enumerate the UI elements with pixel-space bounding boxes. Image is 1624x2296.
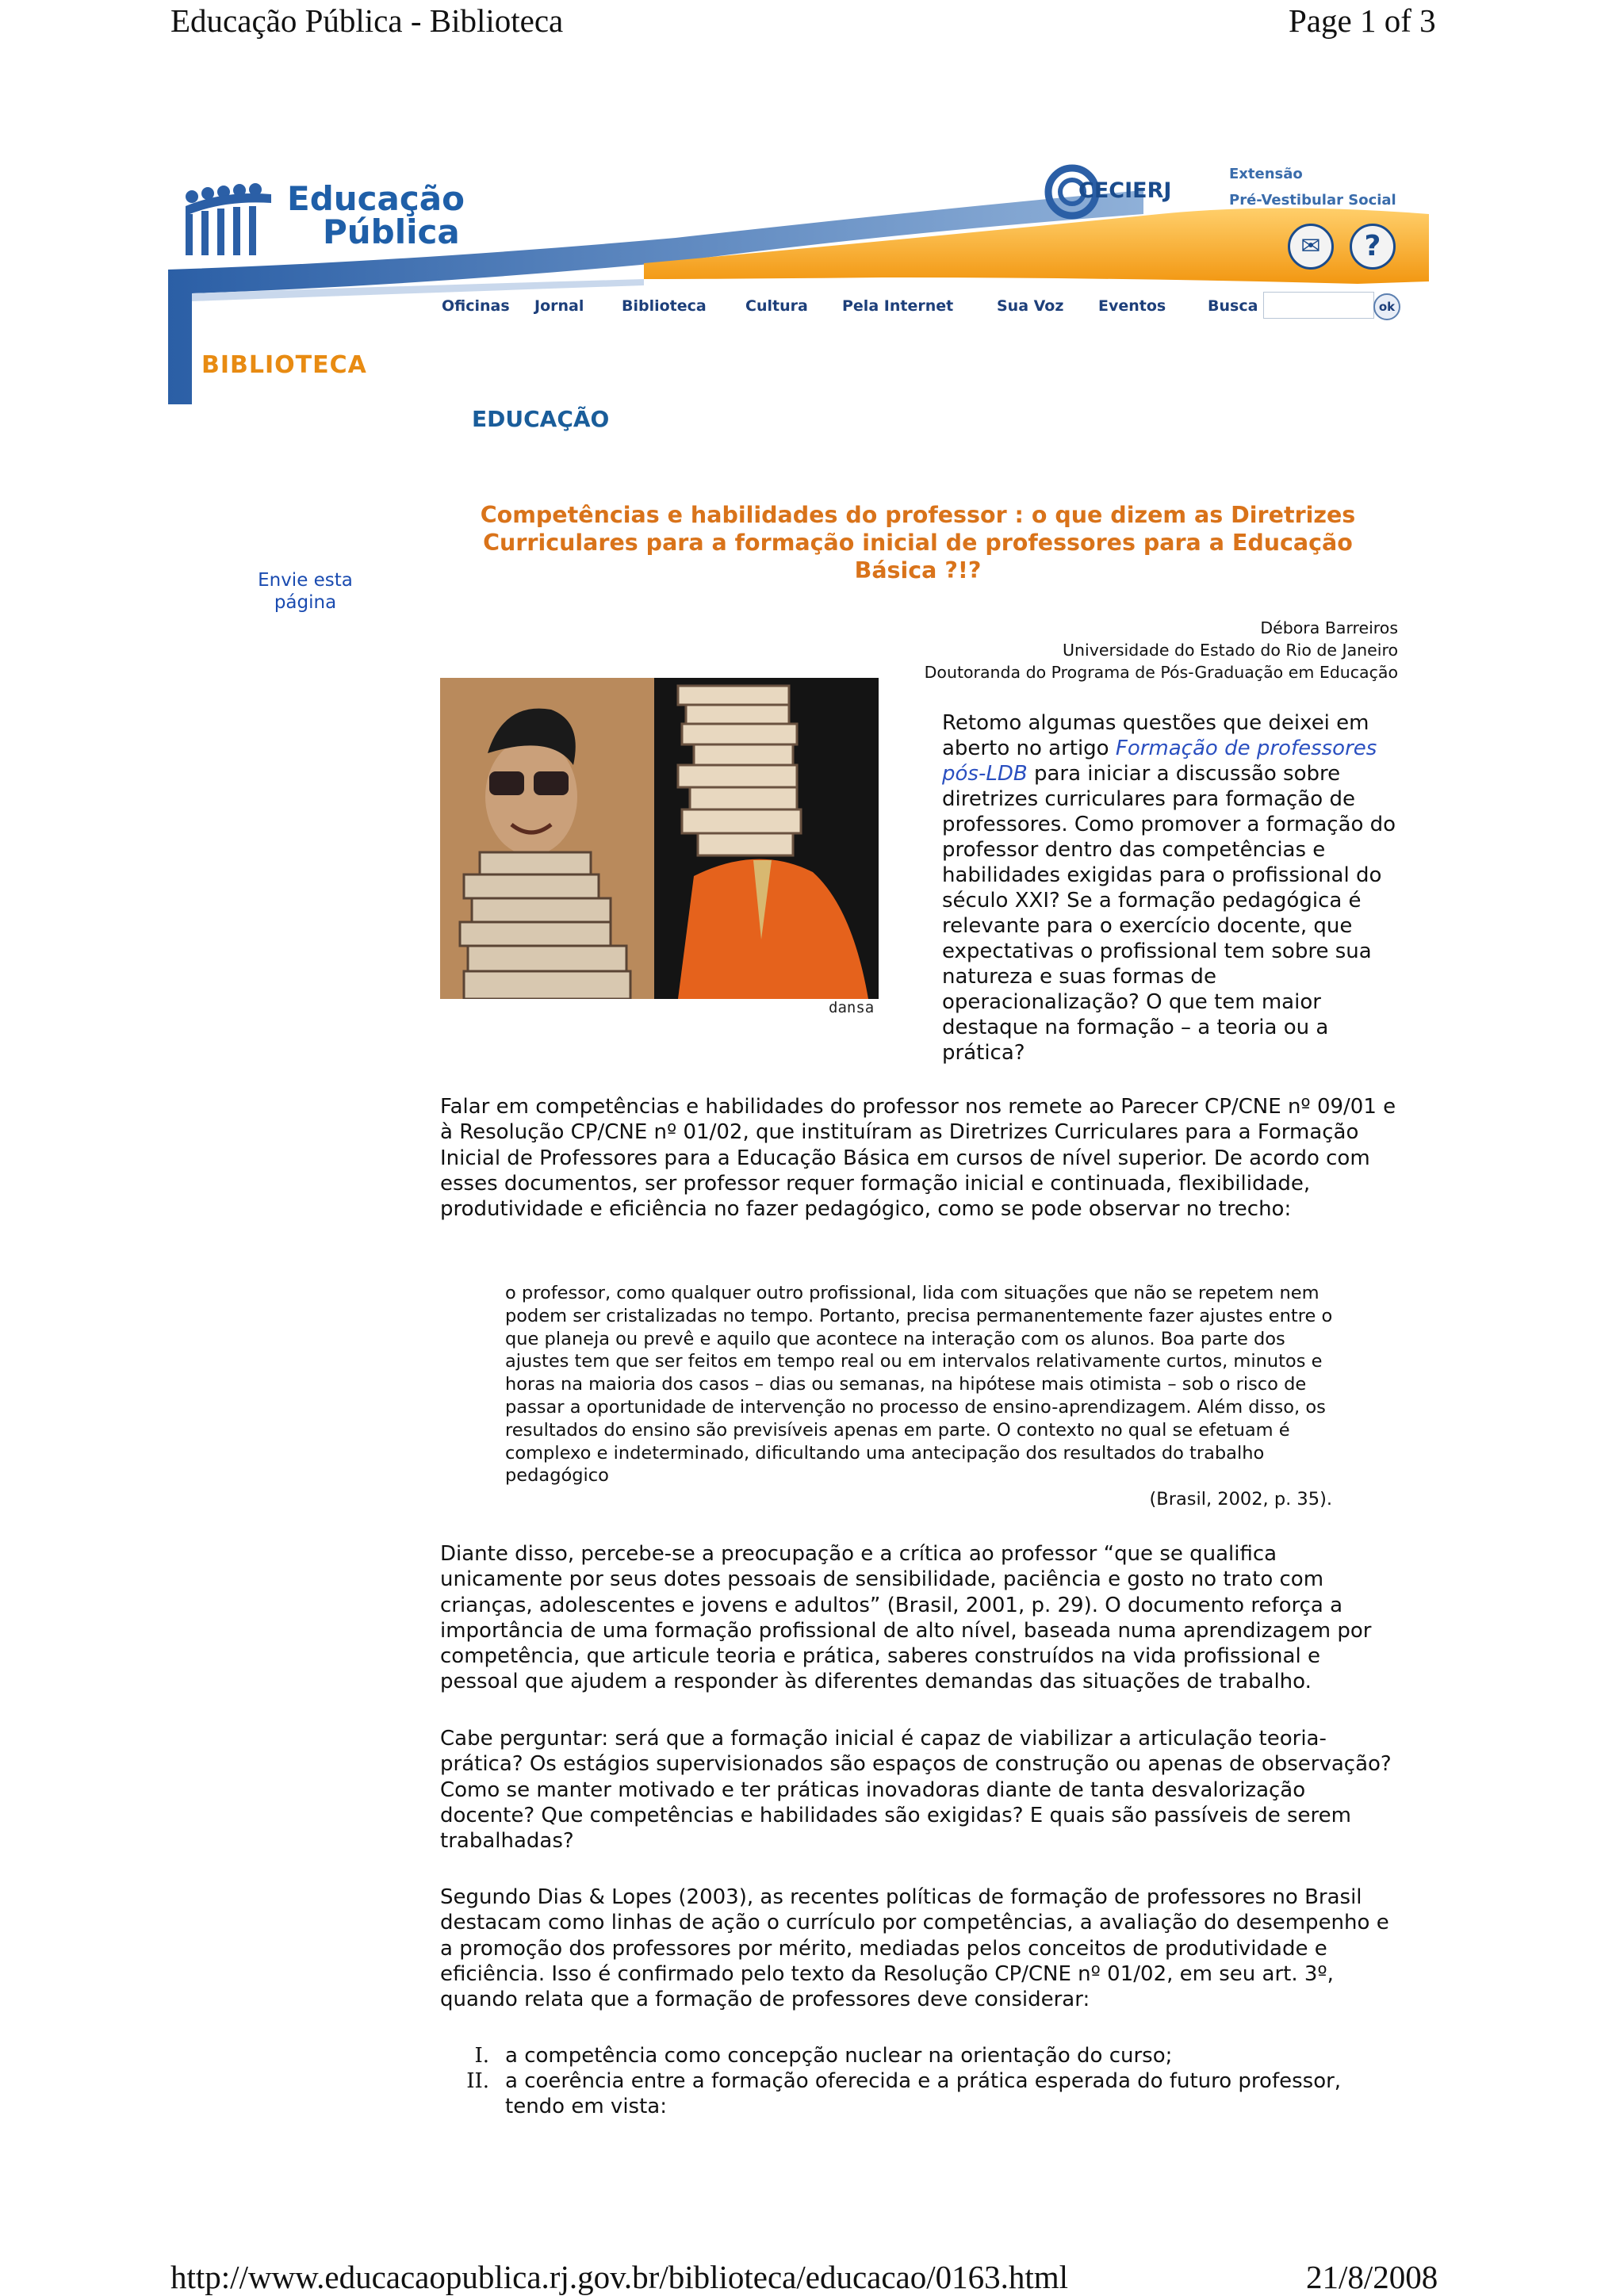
- nav-pela-internet[interactable]: Pela Internet: [842, 297, 954, 315]
- section-title: EDUCAÇÃO: [472, 406, 610, 432]
- nav-jornal[interactable]: Jornal: [534, 297, 584, 315]
- search-ok-button[interactable]: ok: [1373, 293, 1400, 320]
- related-article-link[interactable]: Formação de professores pós-LDB: [942, 737, 1377, 786]
- print-header-page: Page 1 of 3: [1289, 2, 1436, 39]
- list-item-number: I.: [474, 2044, 489, 2068]
- nav-sua-voz[interactable]: Sua Voz: [997, 297, 1064, 315]
- considerations-list: [440, 2043, 1400, 2119]
- author-block: [872, 617, 1398, 683]
- send-page-link[interactable]: Envie esta página: [258, 570, 353, 613]
- partner-tag-prevestibular[interactable]: Pré-Vestibular Social: [1229, 192, 1396, 209]
- nav-cultura[interactable]: Cultura: [745, 297, 808, 315]
- nav-busca[interactable]: Busca: [1208, 297, 1258, 315]
- section-label: BIBLIOTECA: [201, 351, 367, 379]
- intro-text-after: para iniciar a discussão sobre diretrizes curriculares para formação de professores. Como promover a formação do professor dentro das competências e habilidades exigidas para o profissional do século XXI? Se a formação pedagógica é relevante para o exercício docente, que expectativas o profissional tem sobre sua natureza e suas formas de operacionalização? O que tem maior destaque na formação – a teoria ou a prática?: [942, 762, 1396, 1065]
- quote-citation: (Brasil, 2002, p. 35).: [1149, 1489, 1332, 1510]
- author-program: Doutoranda do Programa de Pós-Graduação em Educação: [924, 663, 1398, 682]
- list-item-number: II.: [466, 2069, 489, 2093]
- question-icon[interactable]: ?: [1350, 224, 1396, 270]
- print-footer-date: 21/8/2008: [1306, 2259, 1438, 2295]
- print-header-title: Educação Pública - Biblioteca: [170, 2, 564, 39]
- body-paragraph-2: Diante disso, percebe-se a preocupação e a crítica ao professor “que se qualifica unicamente por seus dotes pessoais de sensibilidade, paciência e gosto no trato com crianças, adolescentes e jovens e adultos” (Brasil, 2001, p. 29). O documento reforça a importância de uma formação profissional de alto nível, baseada numa aprendizagem por competência, que articule teoria e prática, saberes construídos na vida profissional e pessoal que ajudem a responder às diferentes demandas das situações de trabalho.: [440, 1542, 1372, 1694]
- block-quote: o professor, como qualquer outro profissional, lida com situações que não se repetem nem podem ser cristalizadas no tempo. Portanto, precisa permanentemente fazer ajustes entre o que planeja ou prevê e aquilo que acontece na interação com os alunos. Boa parte dos ajustes tem que ser feitos em tempo real ou em intervalos relativamente curtos, minutos e horas na maioria dos casos – dias ou semanas, na hipótese mais otimista – sob o risco de passar a oportunidade de intervenção no processo de ensino-aprendizagem. Além disso, os resultados do ensino são previsíveis apenas em parte. O contexto no qual se efetuam é complexo e indeterminado, dificultando uma antecipação dos resultados do trabalho pedagógico: [505, 1283, 1333, 1487]
- list-item: [440, 2043, 1400, 2068]
- envelope-icon[interactable]: ✉: [1288, 224, 1334, 270]
- author-name: Débora Barreiros: [1260, 618, 1398, 637]
- intro-text-before: Retomo algumas questões que deixei em aberto no artigo: [942, 711, 1369, 760]
- body-paragraph-3: Cabe perguntar: será que a formação inicial é capaz de viabilizar a articulação teoria-prática? Os estágios supervisionados são espaços de construção ou apenas de observação? Como se manter motivado e ter práticas inovadoras diante de tanta desvalorização docente? Que competências e habilidades são exigidas? E quais são passíveis de serem trabalhadas?: [440, 1727, 1392, 1854]
- print-footer-url: http://www.educacaopublica.rj.gov.br/biblioteca/educacao/0163.html: [170, 2259, 1069, 2295]
- partner-tag-extension[interactable]: Extensão: [1229, 166, 1303, 182]
- partner-logo[interactable]: CECIERJ: [1078, 178, 1172, 203]
- article-illustration: [440, 678, 879, 999]
- body-paragraph-4: Segundo Dias & Lopes (2003), as recentes políticas de formação de professores no Brasil destacam como linhas de ação o currículo por competências, a avaliação do desempenho e a promoção dos professores por mérito, mediadas pelos conceitos de produtividade e eficiência. Isso é confirmado pelo texto da Resolução CP/CNE nº 01/02, em seu art. 3º, quando relata que a formação de professores deve considerar:: [440, 1885, 1389, 2012]
- list-item-text: a coerência entre a formação oferecida e a prática esperada do futuro professor, tendo em vista:: [505, 2069, 1342, 2118]
- nav-biblioteca[interactable]: Biblioteca: [622, 297, 707, 315]
- nav-eventos[interactable]: Eventos: [1098, 297, 1166, 315]
- site-banner: [168, 159, 1429, 404]
- logo-line1: Educação: [287, 179, 465, 218]
- image-caption: dansa: [829, 999, 875, 1016]
- search-input[interactable]: [1263, 292, 1374, 319]
- author-affiliation: Universidade do Estado do Rio de Janeiro: [1063, 641, 1398, 660]
- logo-line2: Pública: [323, 212, 460, 251]
- list-item: [440, 2068, 1400, 2119]
- body-paragraph-1: Falar em competências e habilidades do professor nos remete ao Parecer CP/CNE nº 09/01 e à Resolução CP/CNE nº 01/02, que instituíram as Diretrizes Curriculares para a Formação Inicial de Professores para a Educação Básica em cursos de nível superior. De acordo com esses documentos, ser professor requer formação inicial e continuada, flexibilidade, produtividade e eficiência no fazer pedagógico, como se pode observar no trecho:: [440, 1095, 1396, 1222]
- nav-oficinas[interactable]: Oficinas: [442, 297, 510, 315]
- list-item-text: a competência como concepção nuclear na orientação do curso;: [505, 2044, 1173, 2068]
- article-title: Competências e habilidades do professor : o que dizem as Diretrizes Curriculares para a formação inicial de professores para a Educação Básica ?!?: [480, 502, 1356, 584]
- intro-paragraph: [942, 710, 1410, 1066]
